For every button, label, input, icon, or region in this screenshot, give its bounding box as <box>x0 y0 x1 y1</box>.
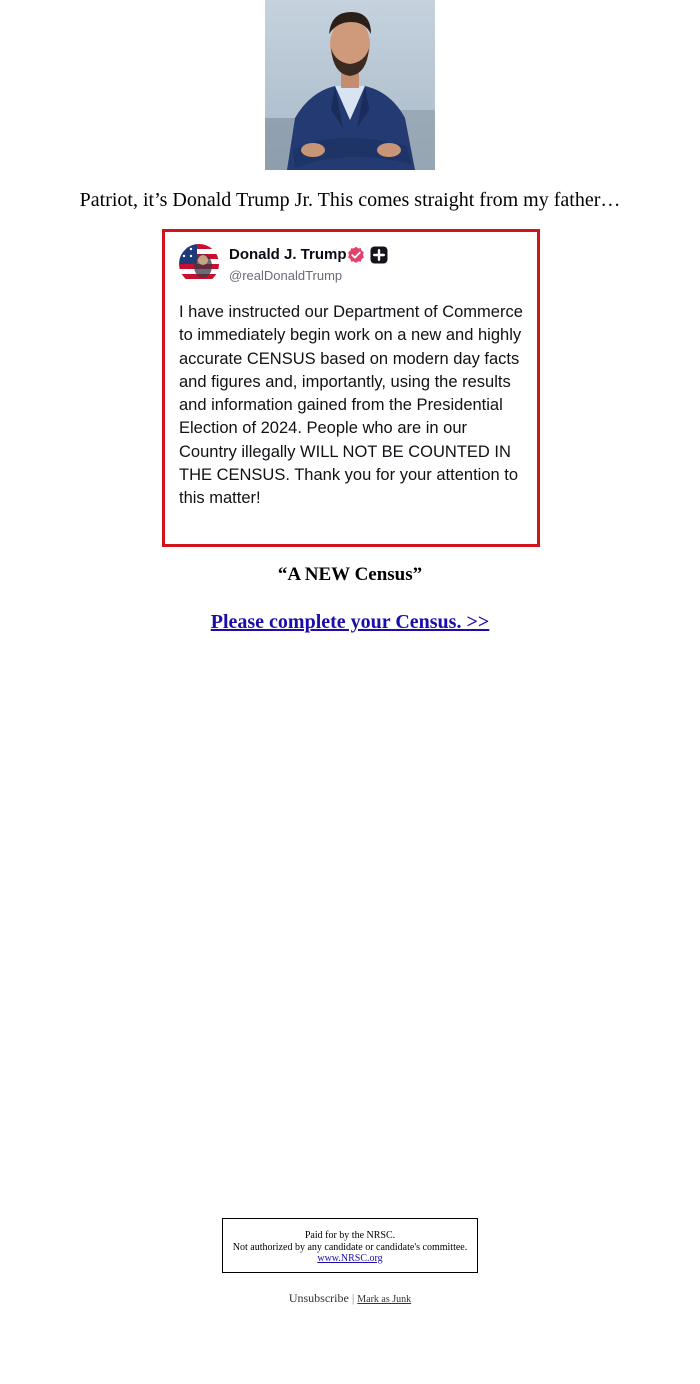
complete-census-link[interactable]: Please complete your Census. >> <box>210 611 490 633</box>
footer-separator: | <box>351 1291 355 1305</box>
unsubscribe-link[interactable]: Unsubscribe <box>288 1291 349 1305</box>
post-author-name: Donald J. Trump <box>229 246 347 263</box>
footer <box>0 1290 700 1308</box>
verified-badge-icon <box>347 246 365 264</box>
cta-link-wrapper <box>0 608 700 636</box>
mark-as-junk-link[interactable]: Mark as Junk <box>357 1294 412 1305</box>
post-body-text: I have instructed our Department of Commerce to immediately begin work on a new and highly accurate CENSUS based on modern day facts and figures and, importantly, using the results and information gained from the Presidential Election of 2024. People who are in our Country illegally WILL NOT BE COUNTED IN THE CENSUS. Thank you for your attention to this matter! <box>179 303 523 508</box>
plus-badge-icon <box>370 246 388 264</box>
embedded-post[interactable] <box>162 229 540 547</box>
disclaimer-box <box>222 1218 478 1273</box>
disclaimer-paid-for: Paid for by the NRSC. <box>304 1230 396 1241</box>
intro-text: Patriot, it’s Donald Trump Jr. This comes straight from my father… <box>79 189 621 211</box>
disclaimer-not-authorized: Not authorized by any candidate or candidate's committee. <box>232 1241 468 1253</box>
quote-title: “A NEW Census” <box>277 564 423 585</box>
flag-avatar-icon <box>179 244 219 284</box>
post-author-handle: @realDonaldTrump <box>229 268 343 283</box>
hero-photo <box>265 0 435 170</box>
nrsc-website-link[interactable]: www.NRSC.org <box>317 1253 383 1264</box>
portrait-photo-icon <box>265 0 435 170</box>
